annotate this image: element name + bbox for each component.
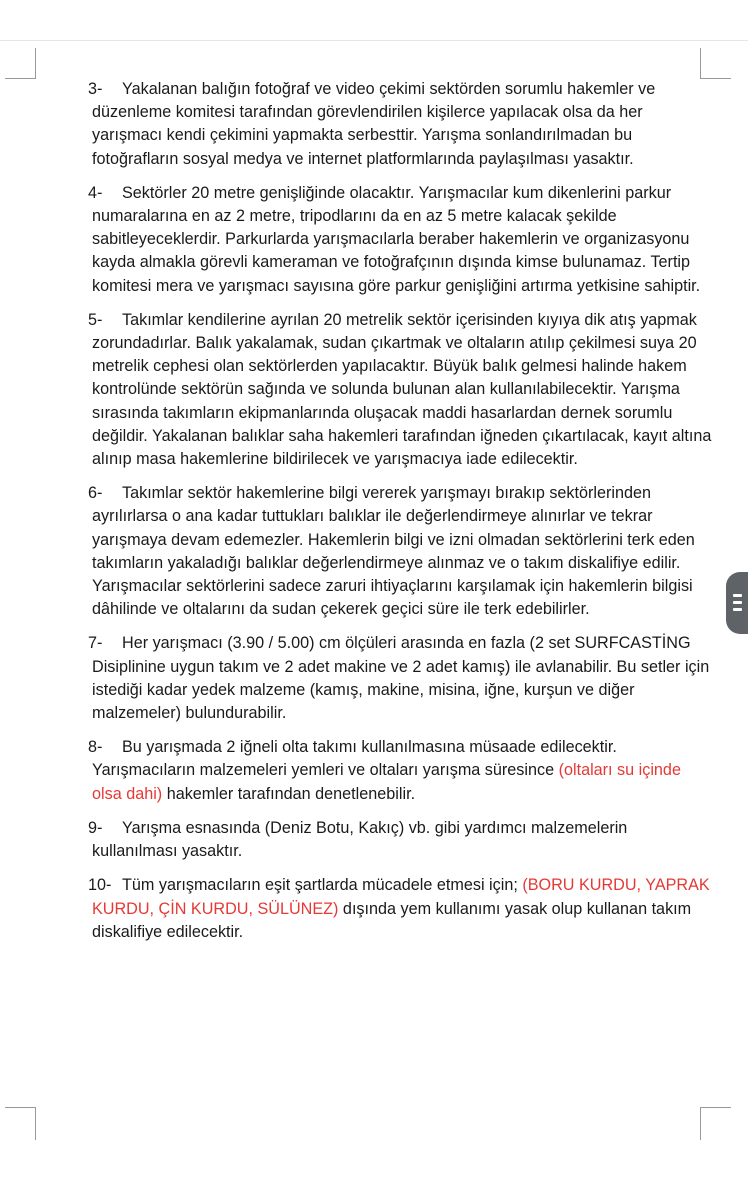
rule-item-4 [88,182,712,298]
item-text: dışında yem kullanımı yasak olup kullanan takım diskalifiye edilecektir. [92,899,692,941]
crop-mark-bottom-right [700,1107,731,1140]
item-number: 4- [88,183,103,202]
item-text: Tüm yarışmacıların eşit şartlarda mücadele etmesi için; [122,876,523,895]
item-number: 6- [88,484,103,503]
item-text: Yakalanan balığın fotoğraf ve video çekimi sektörden sorumlu hakemler ve düzenleme komitesi tarafından görevlendirilen kişilerce yapılacak olsa da her yarışmacı kendi çekimini yapmakta serbesttir. Yarışma sonlandırılmadan bu fotoğrafların sosyal medya ve internet platformlarında paylaşılması yasaktır. [92,80,656,168]
rule-item-5 [88,309,712,471]
item-text-highlight: (BORU KURDU, YAPRAK KURDU, ÇİN KURDU, SÜLÜNEZ) [92,876,710,918]
handle-line-icon [733,594,742,597]
document-body [88,78,712,955]
rule-item-8 [88,736,712,806]
page-top-divider [0,40,748,41]
rule-item-10 [88,874,712,944]
item-number: 8- [88,738,103,757]
item-text: Bu yarışmada 2 iğneli olta takımı kullanılmasına müsaade edilecektir. Yarışmacıların malzemeleri yemleri ve oltaları yarışma süresince [92,738,617,780]
item-number: 7- [88,634,103,653]
side-menu-handle[interactable] [726,572,748,634]
crop-mark-top-left [5,48,36,79]
crop-mark-top-right [700,48,731,79]
item-text-highlight: (oltaları su içinde olsa dahi) [92,761,681,803]
rule-item-3 [88,78,712,171]
handle-line-icon [733,608,742,611]
item-number: 3- [88,80,103,98]
item-number: 5- [88,310,103,329]
item-text: Yarışma esnasında (Deniz Botu, Kakıç) vb. gibi yardımcı malzemelerin kullanılması yasaktır. [92,818,628,861]
crop-mark-bottom-left [5,1107,36,1140]
item-text: Takımlar sektör hakemlerine bilgi vererek yarışmayı bırakıp sektörlerinden ayrılırlarsa o ana kadar tuttukları balıklar ile değerlendirmeye alınırlar ve tekrar yarışmaya devam edemezler. Hakemlerin bilgi ve izni olmadan sektörlerini terk eden takımların yakaladığı balıklar değerlendirmeye alınmaz ve o takım diskalifiye edilir. Yarışmacılar sektörlerini sadece zaruri ihtiyaçlarını karşılamak için hakemlerin bilgisi dâhilinde ve oltalarını da sudan çekerek geçici süre ile terk edebilirler. [92,484,695,619]
item-text: hakemler tarafından denetlenebilir. [162,784,416,803]
item-text: Her yarışmacı (3.90 / 5.00) cm ölçüleri arasında en fazla (2 set SURFCASTİNG Disiplinine uygun takım ve 2 adet makine ve 2 adet kamış) ile avlanabilir. Bu setler için istediği kadar yedek malzeme (kamış, makine, misina, iğne, kurşun ve diğer malzemeler) bulundurabilir. [92,634,710,723]
rule-item-7 [88,632,712,725]
item-text: Sektörler 20 metre genişliğinde olacaktır. Yarışmacılar kum dikenlerini parkur numaralarına en az 2 metre, tripodlarını da en az 5 metre kalacak şekilde sabitleyeceklerdir. Parkurlarda yarışmacılarla beraber hakemlerin ve organizasyonu kayda almakla görevli kameraman ve fotoğrafçının dışında kimse bulunamaz. Tertip komitesi mera ve yarışmacı sayısına göre parkur genişliğini artırma yetkisine sahiptir. [92,183,701,295]
rule-item-9 [88,817,712,863]
item-text: Takımlar kendilerine ayrılan 20 metrelik sektör içerisinden kıyıya dik atış yapmak zorundadırlar. Balık yakalamak, sudan çıkartmak ve oltaların atılıp çekilmesi suya 20 metrelik cephesi olan sektörlerden yapılacaktır. Büyük balık gelmesi halinde hakem kontrolünde sektörün sağında ve solunda bulunan alan kullanılabilecektir. Yarışma sırasında takımların ekipmanlarında oluşacak maddi hasarlardan dernek sorumlu değildir. Yakalanan balıklar saha hakemleri tarafından iğneden çıkartılacak, kayıt altına alınıp masa hakemlerine bildirilecek ve yarışmacıya iade edilecektir. [92,310,712,469]
item-number: 9- [88,818,103,837]
handle-line-icon [733,601,742,604]
rule-item-6 [88,482,712,621]
item-number: 10- [88,876,112,895]
